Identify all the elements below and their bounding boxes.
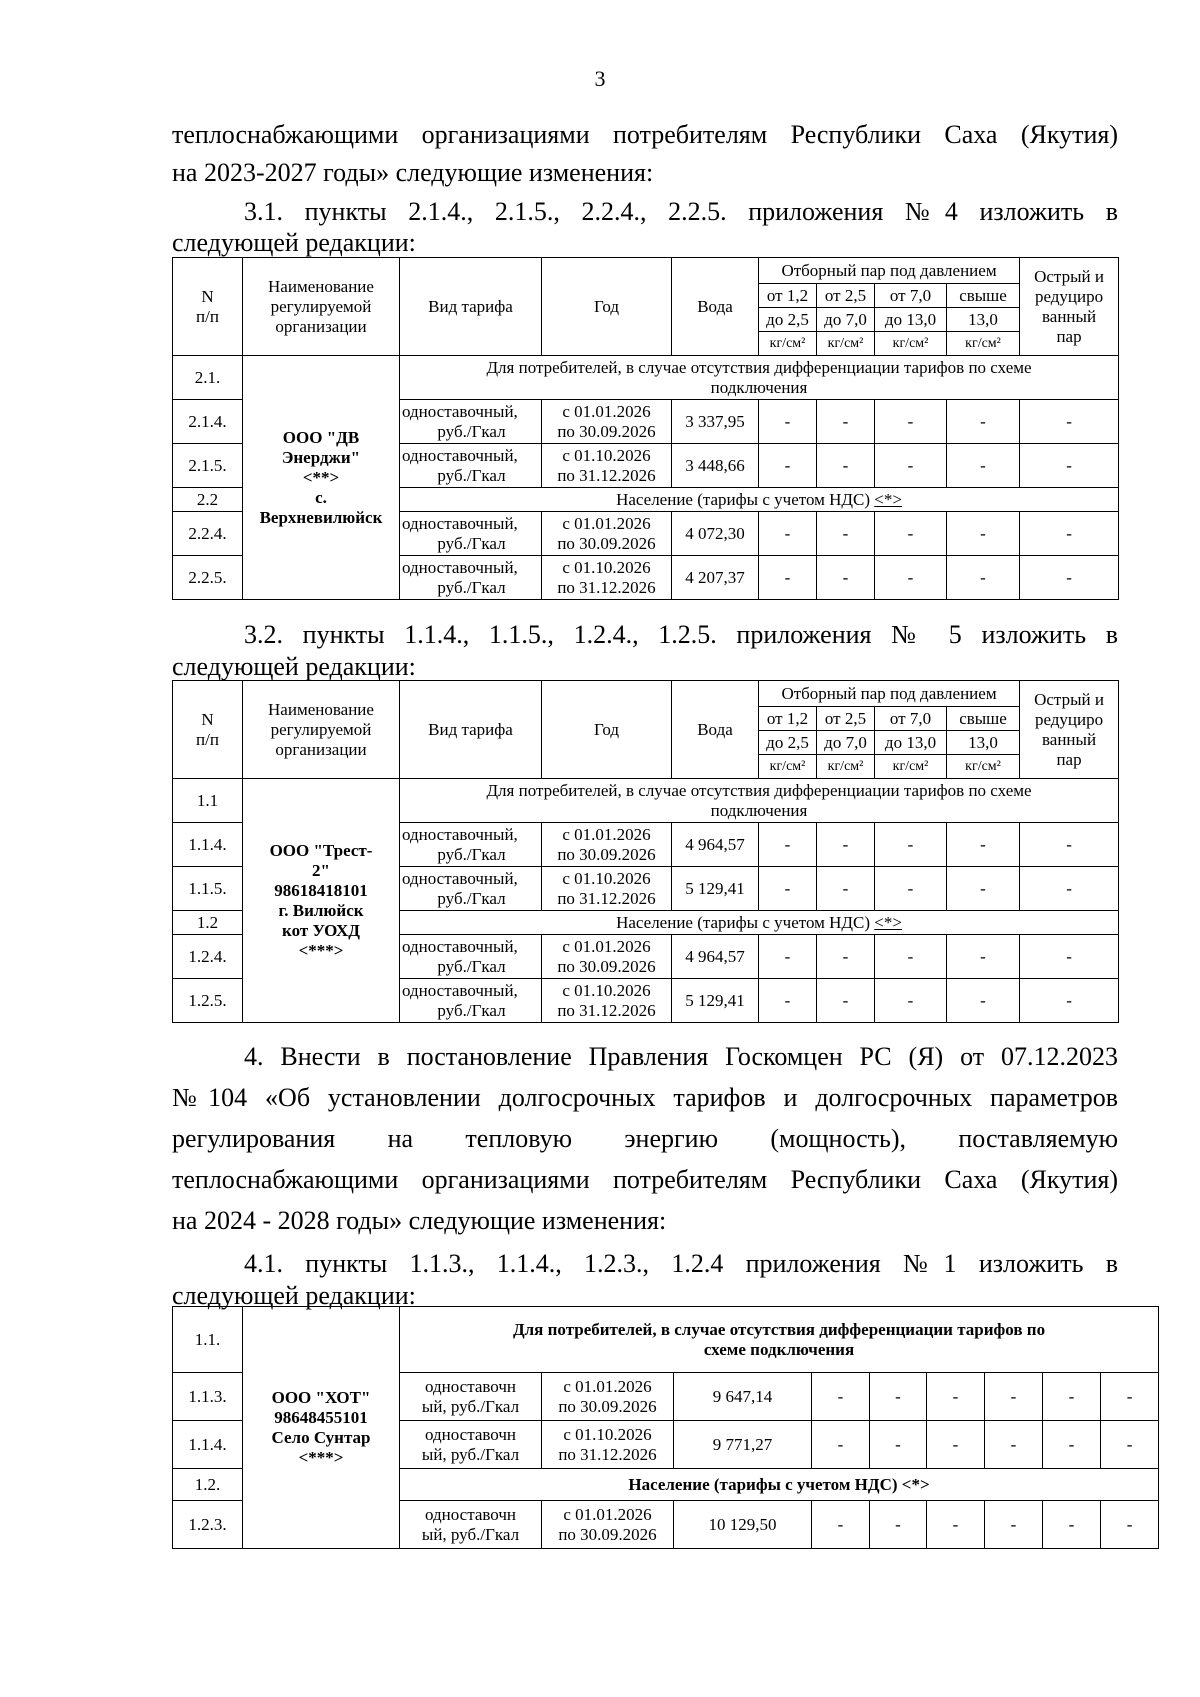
item-3-1-line: 3.1. пункты 2.1.4., 2.1.5., 2.2.4., 2.2.5. приложения №4 изложить в — [244, 197, 1118, 226]
empty-cell — [817, 400, 875, 444]
tariff-type: одноставочный, руб./Гкал — [400, 444, 542, 488]
empty-cell — [817, 556, 875, 600]
empty-cell — [812, 1421, 870, 1469]
empty-cell — [1020, 400, 1119, 444]
row-num: 1.2 — [173, 911, 243, 935]
header-org: Наименование регулируемой организации — [243, 681, 400, 779]
tariff-type: одноставочный, руб./Гкал — [400, 400, 542, 444]
tariff-table-3 — [172, 1306, 1159, 1549]
empty-cell — [870, 1421, 927, 1469]
header-p1: от 1,2 — [759, 707, 817, 731]
empty-cell — [985, 1421, 1043, 1469]
row-num: 1.2.4. — [173, 935, 243, 979]
row-num: 1.1.5. — [173, 867, 243, 911]
empty-cell — [875, 867, 947, 911]
header-p4: свыше — [947, 707, 1020, 731]
row-num: 1.1.3. — [173, 1373, 243, 1421]
section-consumers: Для потребителей, в случае отсутствия дифференциации тарифов по схеме подключения — [400, 356, 1119, 400]
header-unit: кг/см² — [817, 755, 875, 779]
header-unit: кг/см² — [947, 755, 1020, 779]
empty-cell — [947, 556, 1020, 600]
row-num: 1.2.5. — [173, 979, 243, 1023]
empty-cell — [759, 400, 817, 444]
section-population: Население (тарифы с учетом НДС) <*> — [400, 911, 1119, 935]
empty-cell — [875, 556, 947, 600]
page-number: 3 — [594, 66, 606, 91]
empty-cell — [947, 823, 1020, 867]
header-water: Вода — [672, 681, 759, 779]
empty-cell — [1101, 1373, 1159, 1421]
tariff-table-2 — [172, 680, 1119, 1023]
empty-cell — [1020, 867, 1119, 911]
item-3-2-line: следующей редакции: — [172, 652, 416, 681]
period: с 01.01.2026 по 30.09.2026 — [542, 1373, 674, 1421]
water-value: 10 129,50 — [674, 1501, 812, 1549]
header-p4: 13,0 — [947, 731, 1020, 755]
period: с 01.10.2026 по 31.12.2026 — [542, 867, 672, 911]
org-name: ООО "ХОТ" 98648455101 Село Сунтар <***> — [243, 1307, 400, 1549]
empty-cell — [817, 935, 875, 979]
header-tariff: Вид тарифа — [400, 258, 542, 356]
empty-cell — [1020, 556, 1119, 600]
empty-cell — [985, 1373, 1043, 1421]
row-num: 1.1 — [173, 779, 243, 823]
empty-cell — [1020, 512, 1119, 556]
period: с 01.10.2026 по 31.12.2026 — [542, 1421, 674, 1469]
header-p2: до 7,0 — [817, 308, 875, 332]
tariff-type: одноставочный, руб./Гкал — [400, 935, 542, 979]
row-num: 1.1.4. — [173, 1421, 243, 1469]
period: с 01.10.2026 по 31.12.2026 — [542, 444, 672, 488]
item-4-1-line: следующей редакции: — [172, 1281, 416, 1310]
section-consumers: Для потребителей, в случае отсутствия дифференциации тарифов по схеме подключения — [400, 779, 1119, 823]
row-num: 2.2.5. — [173, 556, 243, 600]
tariff-type: одноставочный, руб./Гкал — [400, 512, 542, 556]
item-4-line: регулирования на тепловую энергию (мощность), поставляемую — [172, 1124, 1118, 1153]
header-p2: от 2,5 — [817, 284, 875, 308]
tariff-type: одноставочн ый, руб./Гкал — [400, 1373, 542, 1421]
water-value: 4 207,37 — [672, 556, 759, 600]
header-sharp-steam: Острый и редуциро ванный пар — [1020, 681, 1119, 779]
empty-cell — [812, 1501, 870, 1549]
header-unit: кг/см² — [759, 755, 817, 779]
header-sharp-steam: Острый и редуциро ванный пар — [1020, 258, 1119, 356]
empty-cell — [817, 867, 875, 911]
empty-cell — [817, 444, 875, 488]
empty-cell — [875, 512, 947, 556]
header-unit: кг/см² — [759, 332, 817, 356]
header-p1: от 1,2 — [759, 284, 817, 308]
header-p3: от 7,0 — [875, 284, 947, 308]
header-unit: кг/см² — [947, 332, 1020, 356]
empty-cell — [1043, 1421, 1101, 1469]
paragraph-line: на 2023-2027 годы» следующие изменения: — [172, 158, 654, 187]
water-value: 3 448,66 — [672, 444, 759, 488]
section-consumers: Для потребителей, в случае отсутствия дифференциации тарифов по схеме подключения — [400, 1307, 1159, 1373]
water-value: 5 129,41 — [672, 867, 759, 911]
item-4-line: на 2024 - 2028 годы» следующие изменения: — [172, 1206, 667, 1235]
empty-cell — [759, 979, 817, 1023]
header-p3: до 13,0 — [875, 731, 947, 755]
empty-cell — [875, 400, 947, 444]
header-water: Вода — [672, 258, 759, 356]
empty-cell — [1020, 935, 1119, 979]
row-num: 1.1.4. — [173, 823, 243, 867]
empty-cell — [817, 512, 875, 556]
empty-cell — [985, 1501, 1043, 1549]
section-population: Население (тарифы с учетом НДС) <*> — [400, 1469, 1159, 1501]
water-value: 3 337,95 — [672, 400, 759, 444]
water-value: 9 771,27 — [674, 1421, 812, 1469]
empty-cell — [759, 935, 817, 979]
header-steam: Отборный пар под давлением — [759, 681, 1020, 707]
empty-cell — [1043, 1373, 1101, 1421]
paragraph-line: теплоснабжающими организациями потребителям Республики Саха (Якутия) — [172, 120, 1118, 149]
item-4-1-line: 4.1. пункты 1.1.3., 1.1.4., 1.2.3., 1.2.4 приложения №1 изложить в — [244, 1249, 1118, 1278]
header-p3: до 13,0 — [875, 308, 947, 332]
empty-cell — [817, 979, 875, 1023]
section-population: Население (тарифы с учетом НДС) <*> — [400, 488, 1119, 512]
empty-cell — [1101, 1421, 1159, 1469]
tariff-type: одноставочный, руб./Гкал — [400, 979, 542, 1023]
header-tariff: Вид тарифа — [400, 681, 542, 779]
empty-cell — [947, 444, 1020, 488]
period: с 01.10.2026 по 31.12.2026 — [542, 979, 672, 1023]
header-unit: кг/см² — [817, 332, 875, 356]
header-unit: кг/см² — [875, 755, 947, 779]
water-value: 4 964,57 — [672, 823, 759, 867]
empty-cell — [927, 1373, 985, 1421]
header-p4: свыше — [947, 284, 1020, 308]
empty-cell — [1043, 1501, 1101, 1549]
item-4-line: теплоснабжающими организациями потребителям Республики Саха (Якутия) — [172, 1165, 1118, 1194]
item-4-line: №104 «Об установлении долгосрочных тарифов и долгосрочных параметров — [172, 1083, 1118, 1112]
period: с 01.01.2026 по 30.09.2026 — [542, 400, 672, 444]
tariff-table-1 — [172, 257, 1119, 600]
header-steam: Отборный пар под давлением — [759, 258, 1020, 284]
empty-cell — [875, 979, 947, 1023]
org-name: ООО "ДВ Энерджи" <**> с. Верхневилюйск — [243, 356, 400, 600]
empty-cell — [812, 1373, 870, 1421]
empty-cell — [1020, 823, 1119, 867]
header-p1: до 2,5 — [759, 731, 817, 755]
row-num: 1.1. — [173, 1307, 243, 1373]
period: с 01.10.2026 по 31.12.2026 — [542, 556, 672, 600]
tariff-type: одноставочный, руб./Гкал — [400, 867, 542, 911]
header-year: Год — [542, 258, 672, 356]
empty-cell — [1020, 444, 1119, 488]
empty-cell — [759, 867, 817, 911]
item-4-line: 4. Внести в постановление Правления Госкомцен РС (Я) от 07.12.2023 — [244, 1042, 1118, 1071]
water-value: 9 647,14 — [674, 1373, 812, 1421]
period: с 01.01.2026 по 30.09.2026 — [542, 1501, 674, 1549]
empty-cell — [759, 556, 817, 600]
empty-cell — [870, 1501, 927, 1549]
row-num: 2.1.4. — [173, 400, 243, 444]
empty-cell — [817, 823, 875, 867]
tariff-type: одноставочный, руб./Гкал — [400, 823, 542, 867]
row-num: 1.2.3. — [173, 1501, 243, 1549]
empty-cell — [759, 444, 817, 488]
header-org: Наименование регулируемой организации — [243, 258, 400, 356]
item-3-1-line: следующей редакции: — [172, 228, 416, 257]
row-num: 2.1. — [173, 356, 243, 400]
header-p4: 13,0 — [947, 308, 1020, 332]
tariff-type: одноставочный, руб./Гкал — [400, 556, 542, 600]
empty-cell — [947, 512, 1020, 556]
empty-cell — [1101, 1501, 1159, 1549]
tariff-type: одноставочн ый, руб./Гкал — [400, 1421, 542, 1469]
header-p2: от 2,5 — [817, 707, 875, 731]
period: с 01.01.2026 по 30.09.2026 — [542, 935, 672, 979]
period: с 01.01.2026 по 30.09.2026 — [542, 823, 672, 867]
period: с 01.01.2026 по 30.09.2026 — [542, 512, 672, 556]
empty-cell — [947, 935, 1020, 979]
empty-cell — [1020, 979, 1119, 1023]
row-num: 2.2 — [173, 488, 243, 512]
empty-cell — [759, 823, 817, 867]
item-3-2-line: 3.2. пункты 1.1.4., 1.1.5., 1.2.4., 1.2.5. приложения № 5 изложить в — [244, 620, 1118, 649]
row-num: 1.2. — [173, 1469, 243, 1501]
tariff-type: одноставочн ый, руб./Гкал — [400, 1501, 542, 1549]
empty-cell — [870, 1373, 927, 1421]
row-num: 2.2.4. — [173, 512, 243, 556]
empty-cell — [927, 1421, 985, 1469]
empty-cell — [947, 400, 1020, 444]
empty-cell — [759, 512, 817, 556]
header-unit: кг/см² — [875, 332, 947, 356]
header-p3: от 7,0 — [875, 707, 947, 731]
header-num: N п/п — [173, 258, 243, 356]
header-p1: до 2,5 — [759, 308, 817, 332]
empty-cell — [875, 823, 947, 867]
header-year: Год — [542, 681, 672, 779]
empty-cell — [875, 935, 947, 979]
empty-cell — [947, 867, 1020, 911]
header-num: N п/п — [173, 681, 243, 779]
empty-cell — [875, 444, 947, 488]
header-p2: до 7,0 — [817, 731, 875, 755]
org-name: ООО "Трест- 2" 98618418101 г. Вилюйск кот УОХД <***> — [243, 779, 400, 1023]
empty-cell — [947, 979, 1020, 1023]
row-num: 2.1.5. — [173, 444, 243, 488]
water-value: 4 964,57 — [672, 935, 759, 979]
empty-cell — [927, 1501, 985, 1549]
water-value: 5 129,41 — [672, 979, 759, 1023]
water-value: 4 072,30 — [672, 512, 759, 556]
